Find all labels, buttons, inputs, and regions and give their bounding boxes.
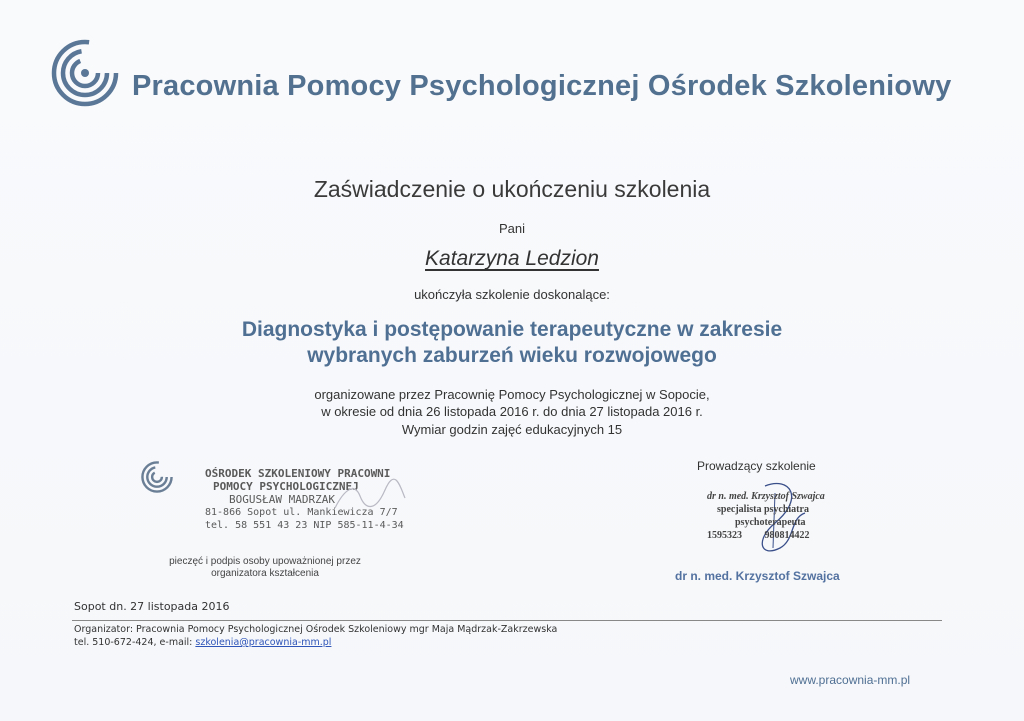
spiral-logo-icon bbox=[50, 38, 120, 108]
stamp-caption-line: organizatora kształcenia bbox=[211, 568, 319, 579]
course-title-line-1: Diagnostyka i postępowanie terapeutyczne w zakresie bbox=[241, 318, 783, 341]
stamp-line: OŚRODEK SZKOLENIOWY PRACOWNI bbox=[205, 467, 391, 480]
salutation: Pani bbox=[498, 221, 526, 236]
trainer-stamp-line: 1595323 980814422 bbox=[707, 530, 810, 541]
organized-by-line: organizowane przez Pracownię Pomocy Psychologicznej w Sopocie, bbox=[314, 387, 710, 402]
trainer-stamp bbox=[707, 490, 825, 542]
issue-date: Sopot dn. 27 listopada 2016 bbox=[74, 600, 230, 613]
organization-title: Pracownia Pomocy Psychologicznej Ośrodek Szkoleniowy bbox=[132, 70, 952, 102]
date-range-line: w okresie od dnia 26 listopada 2016 r. do dnia 27 listopada 2016 r. bbox=[321, 404, 703, 419]
footer-divider bbox=[72, 620, 942, 621]
course-title-line-2: wybranych zaburzeń wieku rozwojowego bbox=[307, 344, 717, 367]
trainer-stamp-line: psychoterapeuta bbox=[735, 517, 806, 528]
stamp-line: 81-866 Sopot ul. Mankiewicza 7/7 bbox=[205, 507, 398, 518]
stamp-line: tel. 58 551 43 23 NIP 585-11-4-34 bbox=[205, 520, 404, 531]
website-url: www.pracownia-mm.pl bbox=[790, 673, 911, 687]
stamp-caption bbox=[160, 556, 370, 580]
organizer-line: Organizator: Pracownia Pomocy Psychologicznej Ośrodek Szkoleniowy mgr Maja Mądrzak-Zakrzewska bbox=[74, 624, 558, 635]
recipient-name: Katarzyna Ledzion bbox=[425, 247, 599, 270]
email-link[interactable]: szkolenia@pracownia-mm.pl bbox=[195, 637, 332, 648]
contact-line bbox=[74, 637, 331, 648]
stamp-caption-line: pieczęć i podpis osoby upoważnionej przez bbox=[169, 556, 361, 567]
contact-prefix: tel. 510-672-424, e-mail: bbox=[74, 637, 196, 648]
authorized-signature bbox=[330, 478, 410, 518]
trainer-stamp-line: specjalista psychiatra bbox=[717, 504, 809, 515]
trainer-name: dr n. med. Krzysztof Szwajca bbox=[675, 569, 840, 583]
stamp-line: BOGUSŁAW MADRZAK bbox=[229, 493, 335, 506]
certificate-title: Zaświadczenie o ukończeniu szkolenia bbox=[313, 176, 711, 202]
stamp-logo-icon bbox=[140, 460, 174, 494]
trainer-stamp-line: dr n. med. Krzysztof Szwajca bbox=[707, 491, 825, 502]
hours-line: Wymiar godzin zajęć edukacyjnych 15 bbox=[401, 422, 623, 437]
completed-text: ukończyła szkolenie doskonalące: bbox=[414, 287, 610, 302]
stamp-line: POMOCY PSYCHOLOGICZNEJ bbox=[213, 480, 359, 493]
trainer-label: Prowadzący szkolenie bbox=[697, 459, 816, 473]
